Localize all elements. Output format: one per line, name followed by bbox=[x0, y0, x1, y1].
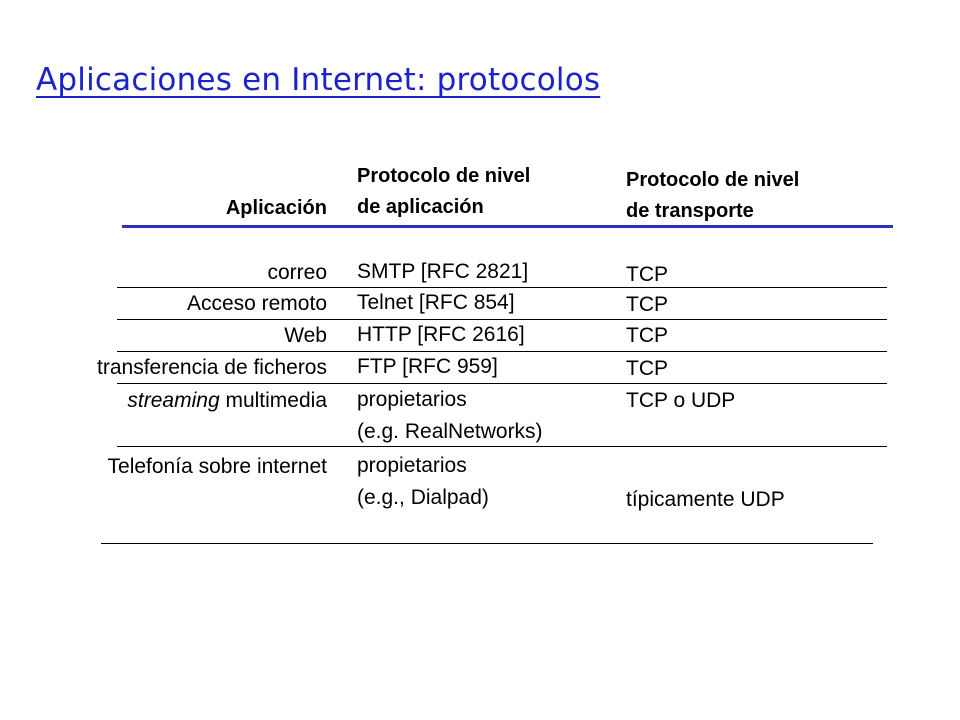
application-cell: correo bbox=[267, 261, 327, 284]
header-rule bbox=[122, 225, 893, 228]
application-cell: Web bbox=[284, 324, 327, 347]
app-protocol-cell: propietarios bbox=[357, 454, 467, 477]
transport-cell: TCP bbox=[626, 293, 668, 316]
header-transport-protocol-line2: de transporte bbox=[626, 200, 754, 222]
application-cell: transferencia de ficheros bbox=[97, 356, 327, 379]
app-protocol-cell: HTTP [RFC 2616] bbox=[357, 323, 525, 346]
transport-cell: TCP o UDP bbox=[626, 389, 736, 412]
row-divider bbox=[117, 319, 887, 320]
app-protocol-cell: FTP [RFC 959] bbox=[357, 355, 498, 378]
application-cell bbox=[127, 390, 327, 411]
header-app-protocol-line2: de aplicación bbox=[357, 196, 484, 218]
app-protocol-cell: Telnet [RFC 854] bbox=[357, 291, 515, 314]
row-divider bbox=[117, 351, 887, 352]
application-cell-italic: streaming bbox=[127, 389, 220, 412]
transport-cell: típicamente UDP bbox=[626, 488, 785, 511]
app-protocol-cell-line2: (e.g., Dialpad) bbox=[357, 486, 489, 509]
app-protocol-cell: SMTP [RFC 2821] bbox=[357, 260, 529, 283]
row-divider bbox=[117, 383, 887, 384]
slide-title: Aplicaciones en Internet: protocolos bbox=[36, 62, 601, 98]
row-divider bbox=[117, 287, 887, 288]
table-bottom-rule bbox=[101, 543, 873, 544]
transport-cell: TCP bbox=[626, 263, 668, 286]
transport-cell: TCP bbox=[626, 357, 668, 380]
app-protocol-cell-line2: (e.g. RealNetworks) bbox=[357, 420, 543, 443]
header-application: Aplicación bbox=[225, 197, 327, 219]
row-divider bbox=[117, 446, 887, 447]
header-app-protocol-line1: Protocolo de nivel bbox=[357, 165, 531, 187]
header-transport-protocol-line1: Protocolo de nivel bbox=[626, 169, 800, 191]
application-cell: Acceso remoto bbox=[186, 292, 327, 315]
application-cell: Telefonía sobre internet bbox=[107, 455, 327, 478]
app-protocol-cell: propietarios bbox=[357, 388, 467, 411]
transport-cell: TCP bbox=[626, 324, 668, 347]
application-cell-rest: multimedia bbox=[219, 389, 327, 412]
